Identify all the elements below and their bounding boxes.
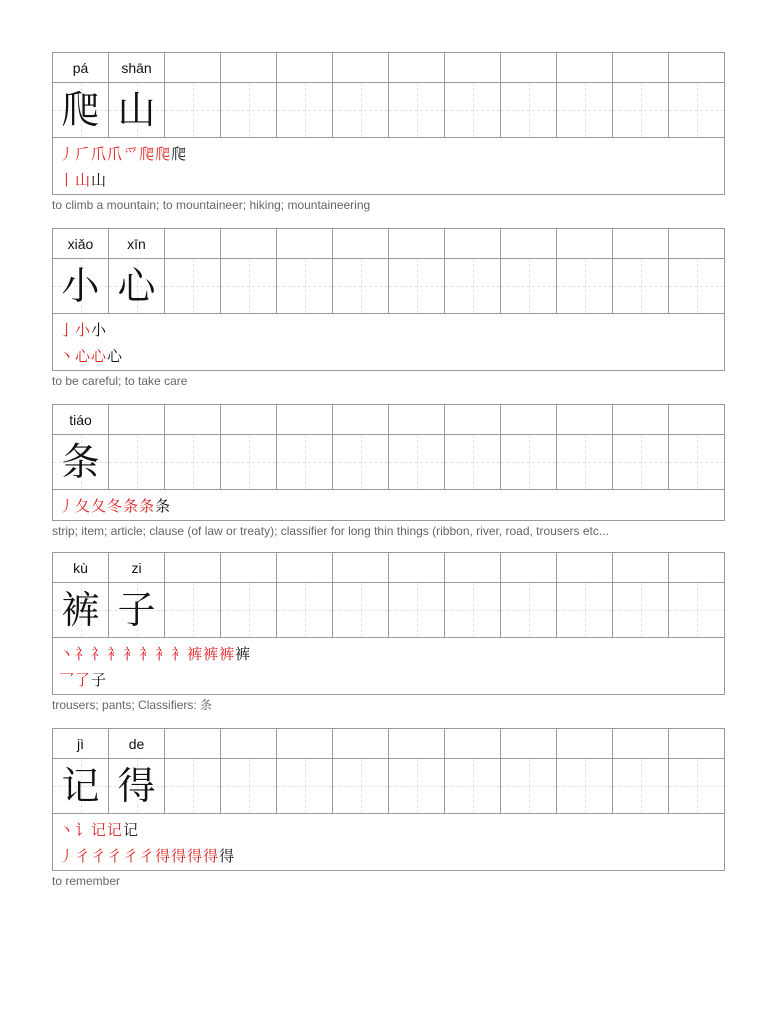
empty-pinyin-cell bbox=[165, 405, 221, 434]
practice-cell bbox=[557, 435, 613, 489]
empty-pinyin-cell bbox=[333, 729, 389, 758]
stroke-step: 丶 bbox=[59, 820, 75, 839]
empty-pinyin-cell bbox=[221, 53, 277, 82]
practice-grid bbox=[52, 228, 725, 371]
practice-cell bbox=[221, 759, 277, 813]
empty-pinyin-cell bbox=[389, 53, 445, 82]
stroke-order-line bbox=[59, 316, 724, 342]
empty-pinyin-cell bbox=[333, 405, 389, 434]
stroke-order-area bbox=[53, 314, 724, 370]
empty-pinyin-cell bbox=[165, 729, 221, 758]
practice-cell bbox=[557, 583, 613, 637]
stroke-step: 裤 bbox=[187, 644, 203, 663]
practice-cell bbox=[165, 583, 221, 637]
empty-pinyin-cell bbox=[445, 53, 501, 82]
stroke-step: 丶 bbox=[59, 346, 75, 365]
practice-cell bbox=[557, 259, 613, 313]
word-block bbox=[52, 404, 725, 539]
practice-cell bbox=[389, 759, 445, 813]
hanzi-cell bbox=[109, 83, 165, 137]
practice-cell bbox=[445, 259, 501, 313]
empty-pinyin-cell bbox=[221, 405, 277, 434]
stroke-step: 乛 bbox=[59, 670, 75, 689]
empty-pinyin-cell bbox=[389, 229, 445, 258]
stroke-order-area bbox=[53, 814, 724, 870]
hanzi-cell bbox=[53, 435, 109, 489]
practice-cell bbox=[165, 759, 221, 813]
definition-text: trousers; pants; Classifiers: 条 bbox=[52, 698, 213, 712]
hanzi-cell bbox=[53, 83, 109, 137]
stroke-step: 彳 bbox=[107, 846, 123, 865]
word-block bbox=[52, 728, 725, 889]
stroke-order-line bbox=[59, 492, 724, 518]
pinyin-label: de bbox=[109, 729, 165, 758]
practice-cell bbox=[445, 83, 501, 137]
stroke-step: 得 bbox=[203, 846, 219, 865]
hanzi-character: 山 bbox=[117, 88, 156, 132]
practice-cell bbox=[389, 435, 445, 489]
character-row bbox=[53, 83, 724, 138]
stroke-step: 丿 bbox=[59, 144, 75, 163]
stroke-step: 小 bbox=[91, 320, 107, 339]
stroke-step: 裤 bbox=[203, 644, 219, 663]
empty-pinyin-cell bbox=[221, 229, 277, 258]
word-block bbox=[52, 228, 725, 389]
empty-pinyin-cell bbox=[389, 729, 445, 758]
practice-cell bbox=[333, 259, 389, 313]
practice-cell bbox=[501, 583, 557, 637]
practice-cell bbox=[445, 583, 501, 637]
stroke-step: 得 bbox=[155, 846, 171, 865]
stroke-order-line bbox=[59, 816, 724, 842]
stroke-step: 衤 bbox=[155, 644, 171, 663]
empty-pinyin-cell bbox=[557, 229, 613, 258]
practice-cell bbox=[165, 259, 221, 313]
pinyin-label: zi bbox=[109, 553, 165, 582]
practice-cell bbox=[165, 435, 221, 489]
practice-cell bbox=[333, 83, 389, 137]
word-block bbox=[52, 552, 725, 713]
empty-pinyin-cell bbox=[613, 229, 669, 258]
stroke-step: 记 bbox=[91, 820, 107, 839]
definition-text: to be careful; to take care bbox=[52, 374, 188, 388]
stroke-step: 衤 bbox=[171, 644, 187, 663]
pinyin-label: jì bbox=[53, 729, 109, 758]
stroke-step: 小 bbox=[75, 320, 91, 339]
stroke-step: 衤 bbox=[139, 644, 155, 663]
stroke-step: 裤 bbox=[235, 644, 251, 663]
practice-cell bbox=[109, 435, 165, 489]
empty-pinyin-cell bbox=[333, 229, 389, 258]
practice-cell bbox=[613, 83, 669, 137]
practice-cell bbox=[557, 759, 613, 813]
stroke-step: 丨 bbox=[59, 170, 75, 189]
empty-pinyin-cell bbox=[501, 553, 557, 582]
hanzi-cell bbox=[53, 259, 109, 313]
pinyin-row bbox=[53, 405, 724, 435]
practice-cell bbox=[277, 583, 333, 637]
practice-cell bbox=[333, 759, 389, 813]
hanzi-character: 心 bbox=[117, 264, 156, 308]
empty-pinyin-cell bbox=[277, 53, 333, 82]
empty-pinyin-cell bbox=[613, 553, 669, 582]
practice-grid bbox=[52, 404, 725, 521]
stroke-step: 条 bbox=[139, 496, 155, 515]
empty-pinyin-cell bbox=[613, 729, 669, 758]
practice-grid bbox=[52, 52, 725, 195]
empty-pinyin-cell bbox=[501, 729, 557, 758]
stroke-step: 条 bbox=[155, 496, 171, 515]
pinyin-label: kù bbox=[53, 553, 109, 582]
pinyin-row bbox=[53, 53, 724, 83]
empty-pinyin-cell bbox=[445, 229, 501, 258]
empty-pinyin-cell bbox=[165, 53, 221, 82]
empty-pinyin-cell bbox=[165, 553, 221, 582]
stroke-step: 礻 bbox=[91, 644, 107, 663]
hanzi-character: 子 bbox=[117, 588, 156, 632]
stroke-step: 心 bbox=[91, 346, 107, 365]
stroke-step: 冬 bbox=[107, 496, 123, 515]
practice-cell bbox=[277, 83, 333, 137]
empty-pinyin-cell bbox=[109, 405, 165, 434]
hanzi-cell bbox=[109, 759, 165, 813]
stroke-step: 心 bbox=[75, 346, 91, 365]
empty-pinyin-cell bbox=[557, 53, 613, 82]
practice-cell bbox=[501, 435, 557, 489]
hanzi-character: 得 bbox=[117, 764, 156, 808]
practice-cell bbox=[277, 435, 333, 489]
stroke-step: 爬 bbox=[171, 144, 187, 163]
practice-cell bbox=[669, 435, 724, 489]
character-row bbox=[53, 435, 724, 490]
practice-cell bbox=[669, 759, 724, 813]
pinyin-label: tiáo bbox=[53, 405, 109, 434]
practice-cell bbox=[389, 583, 445, 637]
definition-text: to climb a mountain; to mountaineer; hiking; mountaineering bbox=[52, 198, 371, 212]
empty-pinyin-cell bbox=[221, 729, 277, 758]
stroke-order-line bbox=[59, 166, 724, 192]
stroke-step: 得 bbox=[219, 846, 235, 865]
character-row bbox=[53, 759, 724, 814]
stroke-step: 裤 bbox=[219, 644, 235, 663]
practice-cell bbox=[165, 83, 221, 137]
stroke-step: 彳 bbox=[75, 846, 91, 865]
character-row bbox=[53, 583, 724, 638]
definition-text: to remember bbox=[52, 874, 121, 888]
practice-cell bbox=[445, 759, 501, 813]
stroke-step: 丶 bbox=[59, 644, 75, 663]
pinyin-label: xiǎo bbox=[53, 229, 109, 258]
stroke-step: 讠 bbox=[75, 820, 91, 839]
stroke-step: 山 bbox=[91, 170, 107, 189]
stroke-step: 山 bbox=[75, 170, 91, 189]
pinyin-label: pá bbox=[53, 53, 109, 82]
practice-cell bbox=[221, 259, 277, 313]
practice-cell bbox=[613, 259, 669, 313]
empty-pinyin-cell bbox=[557, 729, 613, 758]
practice-cell bbox=[389, 83, 445, 137]
pinyin-label: shān bbox=[109, 53, 165, 82]
stroke-step: 得 bbox=[171, 846, 187, 865]
pinyin-row bbox=[53, 229, 724, 259]
empty-pinyin-cell bbox=[277, 729, 333, 758]
practice-cell bbox=[613, 759, 669, 813]
practice-cell bbox=[501, 759, 557, 813]
stroke-order-line bbox=[59, 342, 724, 368]
practice-grid bbox=[52, 728, 725, 871]
stroke-order-area bbox=[53, 638, 724, 694]
empty-pinyin-cell bbox=[613, 405, 669, 434]
stroke-step: 爪 bbox=[107, 144, 123, 163]
practice-cell bbox=[669, 583, 724, 637]
stroke-step: 丿 bbox=[59, 496, 75, 515]
empty-pinyin-cell bbox=[501, 405, 557, 434]
stroke-order-line bbox=[59, 842, 724, 868]
pinyin-row bbox=[53, 729, 724, 759]
stroke-step: 得 bbox=[187, 846, 203, 865]
practice-cell bbox=[221, 83, 277, 137]
stroke-step: 衤 bbox=[123, 644, 139, 663]
stroke-step: 心 bbox=[107, 346, 123, 365]
practice-cell bbox=[445, 435, 501, 489]
empty-pinyin-cell bbox=[333, 53, 389, 82]
stroke-step: 彳 bbox=[91, 846, 107, 865]
empty-pinyin-cell bbox=[333, 553, 389, 582]
practice-grid bbox=[52, 552, 725, 695]
practice-cell bbox=[613, 435, 669, 489]
empty-pinyin-cell bbox=[669, 229, 724, 258]
stroke-step: 记 bbox=[123, 820, 139, 839]
stroke-order-line bbox=[59, 666, 724, 692]
empty-pinyin-cell bbox=[669, 53, 724, 82]
stroke-step: 记 bbox=[107, 820, 123, 839]
empty-pinyin-cell bbox=[445, 405, 501, 434]
empty-pinyin-cell bbox=[221, 553, 277, 582]
hanzi-cell bbox=[53, 759, 109, 813]
stroke-step: 了 bbox=[75, 670, 91, 689]
empty-pinyin-cell bbox=[501, 53, 557, 82]
practice-cell bbox=[557, 83, 613, 137]
stroke-step: 条 bbox=[123, 496, 139, 515]
stroke-order-area bbox=[53, 138, 724, 194]
practice-cell bbox=[277, 759, 333, 813]
stroke-step: 爫 bbox=[123, 144, 139, 163]
pinyin-label: xīn bbox=[109, 229, 165, 258]
practice-cell bbox=[501, 83, 557, 137]
stroke-step: 衤 bbox=[107, 644, 123, 663]
definition-text: strip; item; article; clause (of law or treaty); classifier for long thin things (ribbon, river, road, trousers etc... bbox=[52, 524, 609, 538]
practice-cell bbox=[333, 583, 389, 637]
hanzi-cell bbox=[109, 259, 165, 313]
character-row bbox=[53, 259, 724, 314]
hanzi-character: 爬 bbox=[61, 88, 100, 132]
empty-pinyin-cell bbox=[669, 553, 724, 582]
empty-pinyin-cell bbox=[669, 405, 724, 434]
stroke-step: 𠂆 bbox=[75, 144, 91, 163]
practice-cell bbox=[669, 259, 724, 313]
hanzi-character: 裤 bbox=[61, 588, 100, 632]
pinyin-row bbox=[53, 553, 724, 583]
empty-pinyin-cell bbox=[277, 229, 333, 258]
stroke-order-area bbox=[53, 490, 724, 520]
practice-cell bbox=[221, 583, 277, 637]
empty-pinyin-cell bbox=[557, 405, 613, 434]
practice-cell bbox=[333, 435, 389, 489]
empty-pinyin-cell bbox=[445, 729, 501, 758]
stroke-step: 亅 bbox=[59, 320, 75, 339]
empty-pinyin-cell bbox=[277, 553, 333, 582]
stroke-order-line bbox=[59, 140, 724, 166]
stroke-order-line bbox=[59, 640, 724, 666]
empty-pinyin-cell bbox=[277, 405, 333, 434]
stroke-step: 彳 bbox=[139, 846, 155, 865]
empty-pinyin-cell bbox=[445, 553, 501, 582]
hanzi-character: 记 bbox=[61, 764, 100, 808]
practice-cell bbox=[221, 435, 277, 489]
practice-cell bbox=[501, 259, 557, 313]
stroke-step: 爬 bbox=[139, 144, 155, 163]
hanzi-character: 小 bbox=[61, 264, 100, 308]
word-block bbox=[52, 52, 725, 213]
empty-pinyin-cell bbox=[613, 53, 669, 82]
hanzi-cell bbox=[53, 583, 109, 637]
stroke-step: 夂 bbox=[91, 496, 107, 515]
empty-pinyin-cell bbox=[669, 729, 724, 758]
stroke-step: 子 bbox=[91, 670, 107, 689]
empty-pinyin-cell bbox=[557, 553, 613, 582]
stroke-step: 夂 bbox=[75, 496, 91, 515]
practice-cell bbox=[277, 259, 333, 313]
practice-cell bbox=[613, 583, 669, 637]
practice-cell bbox=[389, 259, 445, 313]
empty-pinyin-cell bbox=[165, 229, 221, 258]
stroke-step: 礻 bbox=[75, 644, 91, 663]
practice-cell bbox=[669, 83, 724, 137]
stroke-step: 彳 bbox=[123, 846, 139, 865]
empty-pinyin-cell bbox=[501, 229, 557, 258]
hanzi-character: 条 bbox=[61, 440, 100, 484]
empty-pinyin-cell bbox=[389, 553, 445, 582]
empty-pinyin-cell bbox=[389, 405, 445, 434]
hanzi-cell bbox=[109, 583, 165, 637]
stroke-step: 爪 bbox=[91, 144, 107, 163]
stroke-step: 丿 bbox=[59, 846, 75, 865]
stroke-step: 爬 bbox=[155, 144, 171, 163]
